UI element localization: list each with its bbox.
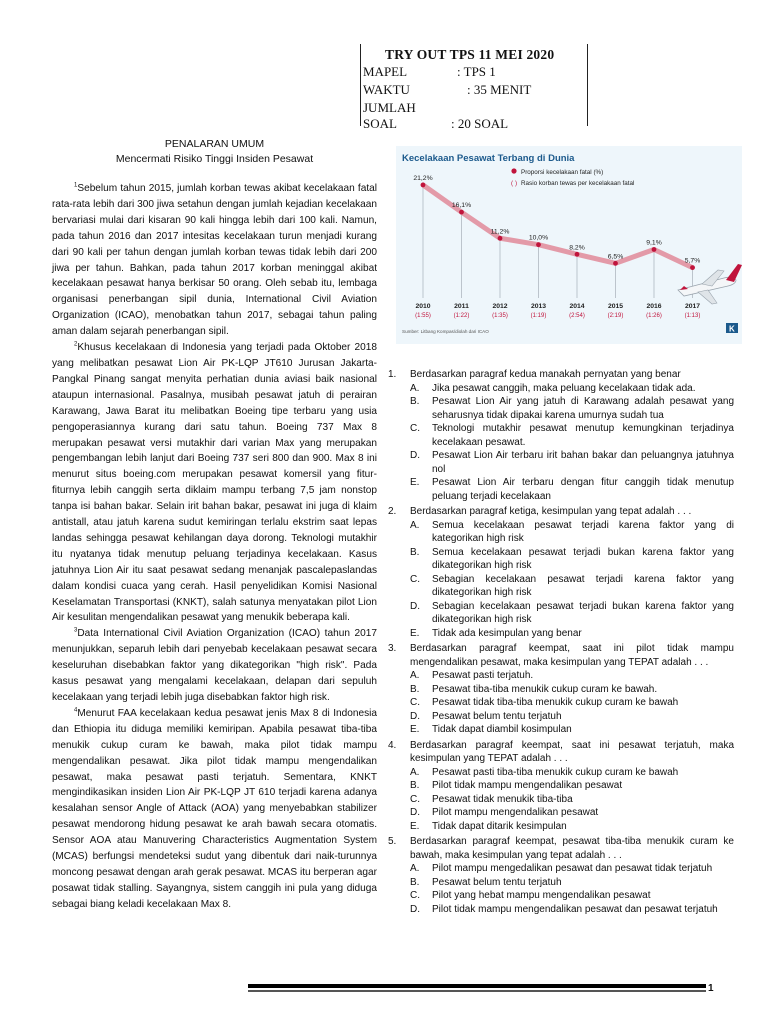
- x-tick-label: 2012: [492, 303, 508, 310]
- data-point: [690, 265, 695, 270]
- answer-options: [410, 519, 734, 641]
- answer-options: [410, 766, 734, 834]
- page-number: 1: [708, 983, 714, 994]
- option-letter: C.: [410, 573, 420, 585]
- ratio-label: (1:26): [646, 313, 662, 319]
- option-text: Pesawat tiba-tiba menukik cukup curam ke bawah.: [432, 683, 658, 695]
- legend-fatal: Proporsi kecelakaan fatal (%): [521, 169, 604, 176]
- answer-option[interactable]: [410, 519, 734, 546]
- answer-option[interactable]: [410, 820, 734, 834]
- question-text: Berdasarkan paragraf keempat, saat ini pesawat terjatuh, maka kesimpulan yang TEPAT adalah . . .: [410, 739, 734, 764]
- data-label: 10,0%: [528, 234, 549, 242]
- data-label: 21,2%: [413, 174, 433, 182]
- answer-option[interactable]: [410, 449, 734, 476]
- option-text: Semua kecelakaan pesawat terjadi karena faktor yang di kategorikan high risk: [432, 519, 734, 544]
- question-number: 5.: [388, 836, 397, 847]
- option-letter: A.: [410, 766, 420, 778]
- option-letter: B.: [410, 546, 420, 558]
- question-4: [388, 739, 734, 834]
- option-letter: E.: [410, 627, 420, 639]
- exam-header: [360, 44, 588, 131]
- data-label: 5,7%: [684, 257, 701, 265]
- option-letter: B.: [410, 876, 420, 888]
- ratio-label: (1:13): [684, 313, 701, 319]
- question-text: Berdasarkan paragraf ketiga, kesimpulan yang tepat adalah . . .: [410, 506, 692, 517]
- header-row-waktu: [363, 82, 531, 98]
- reading-passage: [52, 138, 377, 913]
- option-text: Pilot tidak mampu mengendalikan pesawat dan pesawat terjatuh: [432, 903, 718, 915]
- option-text: Sebagian kecelakaan pesawat terjadi karena faktor yang dikategorikan high risk: [432, 573, 734, 598]
- paragraph-4: [52, 706, 377, 913]
- paragraph-number: 4: [74, 707, 78, 714]
- option-letter: A.: [410, 863, 420, 874]
- answer-option[interactable]: [410, 903, 734, 917]
- option-text: Pesawat pasti tiba-tiba menukik cukup curam ke bawah: [432, 766, 679, 778]
- paragraph-text: Sebelum tahun 2015, jumlah korban tewas akibat kecelakaan fatal rata-rata lebih dari 300 jiwa setahun dengan jumlah kejadian kecelakaan bervariasi mulai dari kisaran 90 kali hingga lebih dari 100 kali. Namun, pada tahun 2016 dan 2017 intesitas kecelakaan turun menjadi kurang dari 90 kali per tahun dengan jumlah korban tewas tidak lebih dari 200 jiwa per tahun. Bahkan, pada tahun 2017 korban meninggal akibat kecelakaan pesawat hanya berkisar 50 orang. Oleh sebab itu, lembaga organisasi penerbangan sipil dunia, International Civil Aviation Organization (ICAO), menobatkan tahun 2017, sebagai tahun paling aman dalam sejarah penerbangan sipil.: [52, 183, 377, 338]
- data-point: [613, 261, 618, 266]
- answer-option[interactable]: [410, 779, 734, 793]
- footer-rule-thin: [248, 990, 706, 992]
- answer-option[interactable]: [410, 573, 734, 600]
- paragraph-text: Menurut FAA kecelakaan kedua pesawat jenis Max 8 di Indonesia dan Ethiopia itu diduga memiliki kemiripan. Apabila pesawat tiba-tiba menukik cukup curam ke bawah, maka pilot tidak mampu mengendalikan pesawat. Jika pilot tidak mampu mengendalikan pesawat, maka pesawat pasti terjatuh. Sementara, KNKT mengindikasikan insiden Lion Air PK-LQP JT 610 terjadi karena adanya kesalahan sensor Angle of Attack (AOA) yang menyebabkan stabilizer pesawat mendorong hidung pesawat ke arah bawah secara otomatis. Sensor AOA atau Manuvering Characteristics Augmentation System (MCAS) berfungsi mendeteksi sudut yang dibentuk dari naik-turunnya moncong pesawat dengan arah gerak pesawat. MCAS itu berperan agar posawat tidak stalling. Sayangnya, sistem canggih ini pula yang diduga sebagai biang keladi kecelakaan Max 8.: [52, 707, 377, 910]
- answer-option[interactable]: [410, 793, 734, 807]
- chart-source: Sumber: Litbang Kompas/diolah dari ICAO: [402, 329, 489, 334]
- option-letter: C.: [410, 793, 420, 805]
- answer-options: [410, 382, 734, 504]
- exam-title: TRY OUT TPS 11 MEI 2020: [385, 47, 555, 62]
- option-letter: D.: [410, 450, 420, 461]
- question-list: [388, 368, 734, 918]
- answer-option[interactable]: [410, 766, 734, 780]
- answer-option[interactable]: [410, 889, 734, 903]
- paragraph-1: [52, 181, 377, 340]
- ratio-label: (2:19): [607, 313, 624, 319]
- header-row-jumlah: [363, 100, 508, 132]
- option-letter: A.: [410, 382, 420, 394]
- footer-rule: [248, 984, 706, 988]
- option-letter: C.: [410, 697, 420, 708]
- option-letter: D.: [410, 903, 420, 915]
- x-tick-label: 2017: [684, 303, 701, 310]
- answer-option[interactable]: [410, 600, 734, 627]
- option-letter: D.: [410, 710, 420, 722]
- section-subtitle: Mencermati Risiko Tinggi Insiden Pesawat: [115, 153, 314, 165]
- accident-chart: [396, 146, 742, 344]
- option-text: Jika pesawat canggih, maka peluang kecelakaan tidak ada.: [432, 382, 696, 394]
- data-point: [459, 210, 464, 215]
- option-text: Teknologi mutakhir pesawat menutup kemungkinan terjadinya kecelakaan pesawat.: [432, 423, 734, 448]
- data-point: [575, 252, 580, 257]
- data-point: [498, 236, 503, 241]
- option-text: Pilot yang hebat mampu mengendalikan pesawat: [432, 890, 651, 901]
- data-label: 6,5%: [607, 253, 624, 261]
- x-tick-label: 2015: [607, 303, 624, 310]
- option-text: Tidak dapat ditarik kesimpulan: [432, 820, 567, 832]
- option-text: Pesawat belum tentu terjatuh: [432, 710, 562, 722]
- question-text: Berdasarkan paragraf keempat, saat ini pilot tidak mampu mengendalikan pesawat, maka kesimpulan yang TEPAT adalah . . .: [410, 643, 734, 668]
- option-letter: E.: [410, 477, 420, 488]
- option-text: Pesawat Lion Air terbaru dengan fitur canggih tidak menutup peluang terjadi kecelakaan: [432, 477, 734, 502]
- option-letter: E.: [410, 820, 420, 832]
- data-label: 16,1%: [451, 202, 472, 210]
- answer-option[interactable]: [410, 862, 734, 876]
- paragraph-number: 3: [74, 628, 78, 635]
- paragraph-number: 1: [74, 182, 78, 189]
- option-text: Sebagian kecelakaan pesawat terjadi bukan karena faktor yang dikategorikan high risk: [432, 600, 734, 625]
- x-tick-label: 2014: [569, 303, 585, 310]
- paragraph-number: 2: [74, 341, 78, 348]
- answer-option[interactable]: [410, 710, 734, 724]
- option-letter: D.: [410, 600, 420, 612]
- legend-ratio-bracket: ): [515, 180, 518, 187]
- option-text: Pesawat Lion Air terbaru irit bahan bakar dan peluangnya jatuhnya nol: [432, 450, 734, 475]
- option-letter: B.: [410, 683, 420, 695]
- answer-options: [410, 862, 734, 916]
- header-label: JUMLAH SOAL: [363, 100, 416, 131]
- question-number: 4.: [388, 739, 397, 751]
- option-letter: B.: [410, 396, 420, 407]
- option-letter: E.: [410, 724, 420, 735]
- legend-ratio-bracket: (: [511, 180, 514, 187]
- header-value: : 35 MENIT: [467, 82, 532, 97]
- question-2: [388, 505, 734, 640]
- option-letter: A.: [410, 519, 420, 531]
- option-text: Pilot mampu mengedalikan pesawat dan pesawat tidak terjatuh: [432, 863, 713, 874]
- question-number: 2.: [388, 506, 397, 517]
- question-text: Berdasarkan paragraf keempat, pesawat tiba-tiba menukik curam ke bawah, maka kesimpulan yang tepat adalah . . .: [410, 836, 734, 861]
- option-text: Pesawat Lion Air yang jatuh di Karawang adalah pesawat yang seharusnya tidak dipakai karena umurnya sudah tua: [432, 396, 734, 421]
- ratio-label: (1:35): [492, 313, 508, 319]
- option-text: Pesawat belum tentu terjatuh: [432, 876, 562, 888]
- kompas-logo-letter: K: [729, 324, 735, 334]
- ratio-label: (1:55): [415, 313, 431, 319]
- answer-option[interactable]: [410, 696, 734, 710]
- option-text: Tidak dapat diambil kosimpulan: [432, 724, 572, 735]
- ratio-label: (1:22): [453, 313, 470, 319]
- paragraph-2: [52, 340, 377, 626]
- option-letter: C.: [410, 423, 420, 434]
- question-number: 1.: [388, 369, 397, 380]
- answer-option[interactable]: [410, 876, 734, 890]
- option-letter: D.: [410, 807, 420, 818]
- header-label: WAKTU: [363, 82, 410, 97]
- option-text: Semua kecelakaan pesawat terjadi bukan karena faktor yang dikategorikan high risk: [432, 546, 734, 571]
- ratio-label: (2:54): [569, 313, 585, 319]
- header-row-mapel: [363, 64, 496, 80]
- answer-option[interactable]: [410, 723, 734, 737]
- answer-option[interactable]: [410, 546, 734, 573]
- option-text: Pesawat tidak menukik tiba-tiba: [432, 793, 573, 805]
- option-letter: A.: [410, 670, 420, 681]
- answer-option[interactable]: [410, 382, 734, 396]
- answer-option[interactable]: [410, 806, 734, 820]
- legend-ratio: Rasio korban tewas per kecelakaan fatal: [521, 180, 635, 187]
- question-5: [388, 835, 734, 916]
- question-1: [388, 368, 734, 503]
- chart-title: Kecelakaan Pesawat Terbang di Dunia: [402, 153, 575, 164]
- data-point: [421, 183, 426, 188]
- option-text: Tidak ada kesimpulan yang benar: [432, 627, 582, 639]
- answer-option[interactable]: [410, 395, 734, 422]
- x-tick-label: 2016: [646, 303, 662, 310]
- section-title: PENALARAN UMUM: [164, 138, 265, 150]
- answer-option[interactable]: [410, 627, 734, 641]
- data-point: [536, 242, 541, 247]
- answer-option[interactable]: [410, 422, 734, 449]
- option-text: Pilot tidak mampu mengendalikan pesawat: [432, 780, 623, 791]
- ratio-label: (1:19): [530, 313, 547, 319]
- answer-option[interactable]: [410, 669, 734, 683]
- paragraph-text: Khusus kecelakaan di Indonesia yang terjadi pada Oktober 2018 yang melibatkan pesawat Lion Air PK-LQP JT610 Jurusan Jakarta-Pangkal Pinang sangat menyita perhatian dunia aviasi baik nasional ataupun internasional. Pasalnya, musibah pesawat jatuh di perairan Karawang, Jawa Barat itu melibatkan Boeing tipe terbaru yang usia pengoperasiannya kurang dari satu tahun. Boeing 737 Max 8 merupakan pesawat versi mutakhir dari varian Max yang merupakan pengembangan lebih lanjut dari Boeing 737 seri 800 dan 900. Max 8 ini menurut situs boeing.com merupakan pesawat komersil yang fitur-fiturnya lebih canggih serta diklaim mampu terbang 7,5 jam nonstop tanpa isi bahan bakar. Selain irit bahan bakar, pesawat ini juga di klaim antistall, atau jatuh karena sudut kemiringan terlalu ekstrim saat lepas landas sehingga pesawat kehilangan daya dorong. Teknologi mutakhir itu nyatanya tidak menutup peluang terjadinya kecelakaan. Kasus jatuhnya Lion Air itu saat pesawat sedang menanjak pascalepaslandas dalam kondisi cuaca yang cerah. Hasil penyelidikan Komisi Nasional Keselamatan Transportasi (KNKT), salah satunya menyatakan pilot Lion Air kesulitan mengendalikan pesawat yang menukik beberapa kali.: [52, 342, 377, 624]
- option-letter: C.: [410, 890, 420, 901]
- paragraph-text: Data International Civil Aviation Organization (ICAO) tahun 2017 menunjukkan, separuh lebih dari penyebab kecelakaan pesawat secara keseluruhan disebabkan faktor yang dikategorikan "high risk". Pada kasus pesawat yang mengalami kecelakaan, delapan dari sepuluh kecelakaan yang terjadi lebih juga disebabkan faktor high risk.: [52, 628, 377, 703]
- x-tick-label: 2013: [530, 303, 547, 310]
- option-text: Pesawat pasti terjatuh.: [432, 670, 534, 681]
- option-text: Pesawat tidak tiba-tiba menukik cukup curam ke bawah: [432, 697, 679, 708]
- header-value: : 20 SOAL: [451, 116, 509, 131]
- paragraph-3: [52, 626, 377, 706]
- option-text: Pilot mampu mengendalikan pesawat: [432, 807, 599, 818]
- question-text: Berdasarkan paragraf kedua manakah pernyatan yang benar: [410, 369, 681, 380]
- header-value: : TPS 1: [457, 64, 496, 79]
- data-label: 8,2%: [569, 244, 585, 252]
- legend-marker-fatal: [511, 168, 516, 173]
- answer-option[interactable]: [410, 683, 734, 697]
- x-tick-label: 2010: [415, 303, 431, 310]
- answer-options: [410, 669, 734, 737]
- answer-option[interactable]: [410, 476, 734, 503]
- data-point: [652, 247, 657, 252]
- header-label: MAPEL: [363, 64, 408, 79]
- question-number: 3.: [388, 643, 397, 654]
- question-3: [388, 642, 734, 737]
- x-tick-label: 2011: [454, 303, 469, 310]
- option-letter: B.: [410, 780, 420, 791]
- data-label: 11,2%: [490, 228, 510, 236]
- data-label: 9,1%: [646, 239, 662, 247]
